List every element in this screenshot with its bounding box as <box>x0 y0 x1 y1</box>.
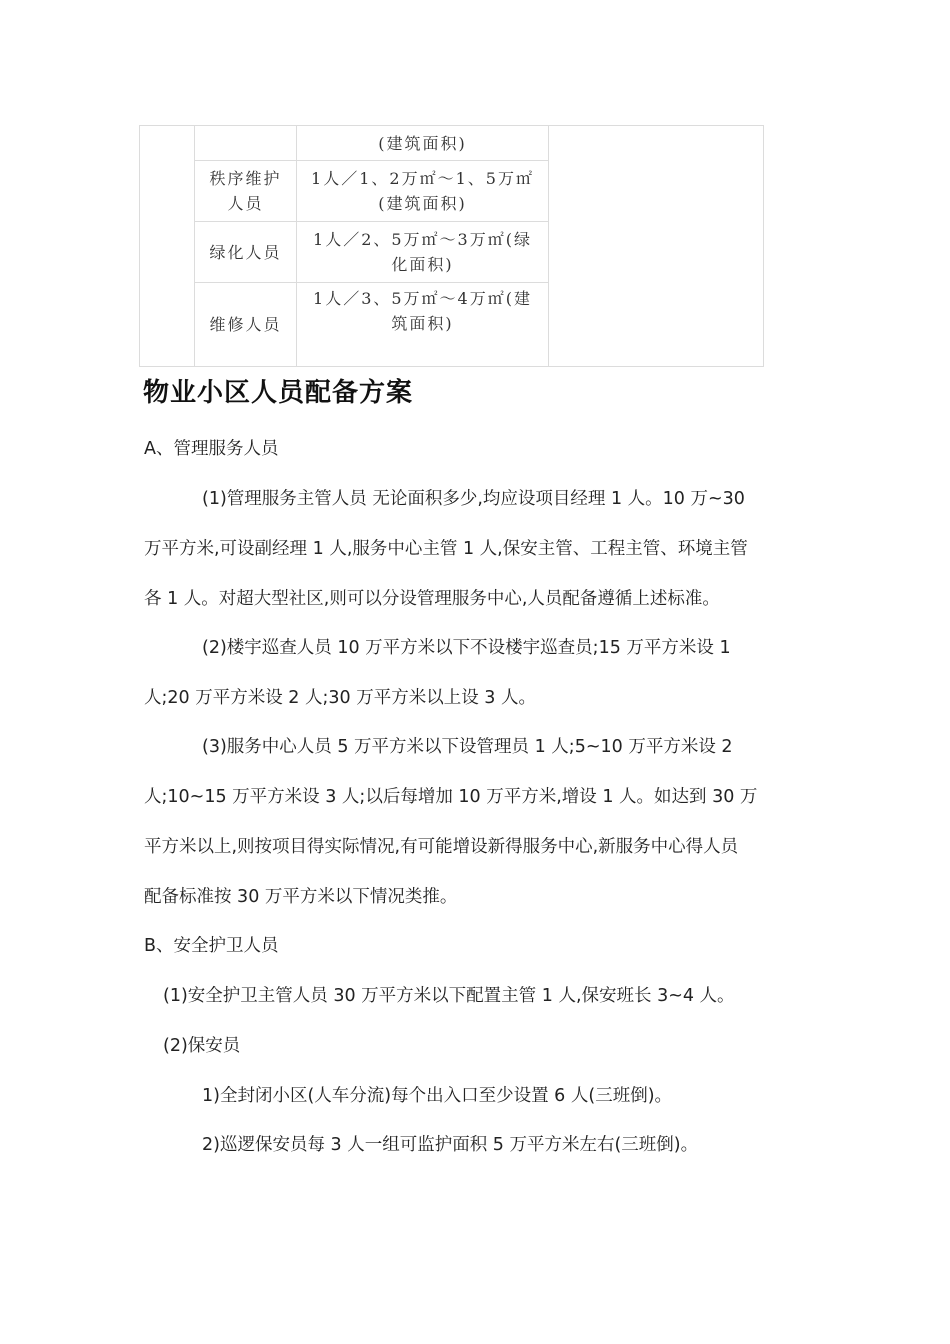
paragraph-line: (2)保安员 <box>163 1036 241 1056</box>
standard-line: 1人／3、5万㎡～4万㎡(建 <box>313 289 532 308</box>
table-cell-role <box>195 222 297 283</box>
table-cell-standard <box>297 161 549 222</box>
paragraph-line: (1)安全护卫主管人员 30 万平方米以下配置主管 1 人,保安班长 3~4 人。 <box>163 986 735 1006</box>
table-cell-role <box>195 126 297 161</box>
role-text: 秩序维护人员 <box>209 169 282 213</box>
paragraph-line: 万平方米,可设副经理 1 人,服务中心主管 1 人,保安主管、工程主管、环境主管 <box>144 539 748 559</box>
standard-line: (建筑面积) <box>378 194 467 213</box>
standard-line: 筑面积) <box>391 314 454 333</box>
paragraph-line: 各 1 人。对超大型社区,则可以分设管理服务中心,人员配备遵循上述标准。 <box>144 589 720 609</box>
standard-line: 1人／1、2万㎡～1、5万㎡ <box>311 169 534 188</box>
paragraph-line: 1)全封闭小区(人车分流)每个出入口至少设置 6 人(三班倒)。 <box>202 1086 673 1106</box>
table-row <box>140 126 764 161</box>
page-title: 物业小区人员配备方案 <box>143 378 414 408</box>
paragraph-line: 配备标准按 30 万平方米以下情况类推。 <box>144 887 458 907</box>
paragraph-line: (1)管理服务主管人员 无论面积多少,均应设项目经理 1 人。10 万~30 <box>202 489 745 509</box>
staffing-table <box>139 125 764 367</box>
standard-line: 1人／2、5万㎡～3万㎡(绿 <box>313 230 532 249</box>
table-cell-empty <box>140 126 195 367</box>
standard-text: (建筑面积) <box>378 133 467 153</box>
table-cell-empty <box>549 126 764 367</box>
paragraph-line: 人;20 万平方米设 2 人;30 万平方米以上设 3 人。 <box>144 688 536 708</box>
standard-line: 化面积) <box>391 255 454 274</box>
paragraph-line: 2)巡逻保安员每 3 人一组可监护面积 5 万平方米左右(三班倒)。 <box>202 1135 699 1155</box>
paragraph-line: 平方米以上,则按项目得实际情况,有可能增设新得服务中心,新服务中心得人员 <box>144 837 739 857</box>
role-text: 绿化人员 <box>209 242 282 262</box>
table-cell-standard <box>297 126 549 161</box>
role-text: 维修人员 <box>209 315 282 334</box>
table-cell-standard <box>297 283 549 367</box>
paragraph-line: 人;10~15 万平方米设 3 人;以后每增加 10 万平方米,增设 1 人。如达到 30 万 <box>144 787 758 807</box>
table-cell-role <box>195 161 297 222</box>
paragraph-line: (2)楼宇巡查人员 10 万平方米以下不设楼宇巡查员;15 万平方米设 1 <box>202 638 731 658</box>
table-cell-role <box>195 283 297 367</box>
section-heading-b: B、安全护卫人员 <box>144 936 279 956</box>
paragraph-line: (3)服务中心人员 5 万平方米以下设管理员 1 人;5~10 万平方米设 2 <box>202 737 733 757</box>
table-cell-standard <box>297 222 549 283</box>
section-heading-a: A、管理服务人员 <box>144 439 279 459</box>
